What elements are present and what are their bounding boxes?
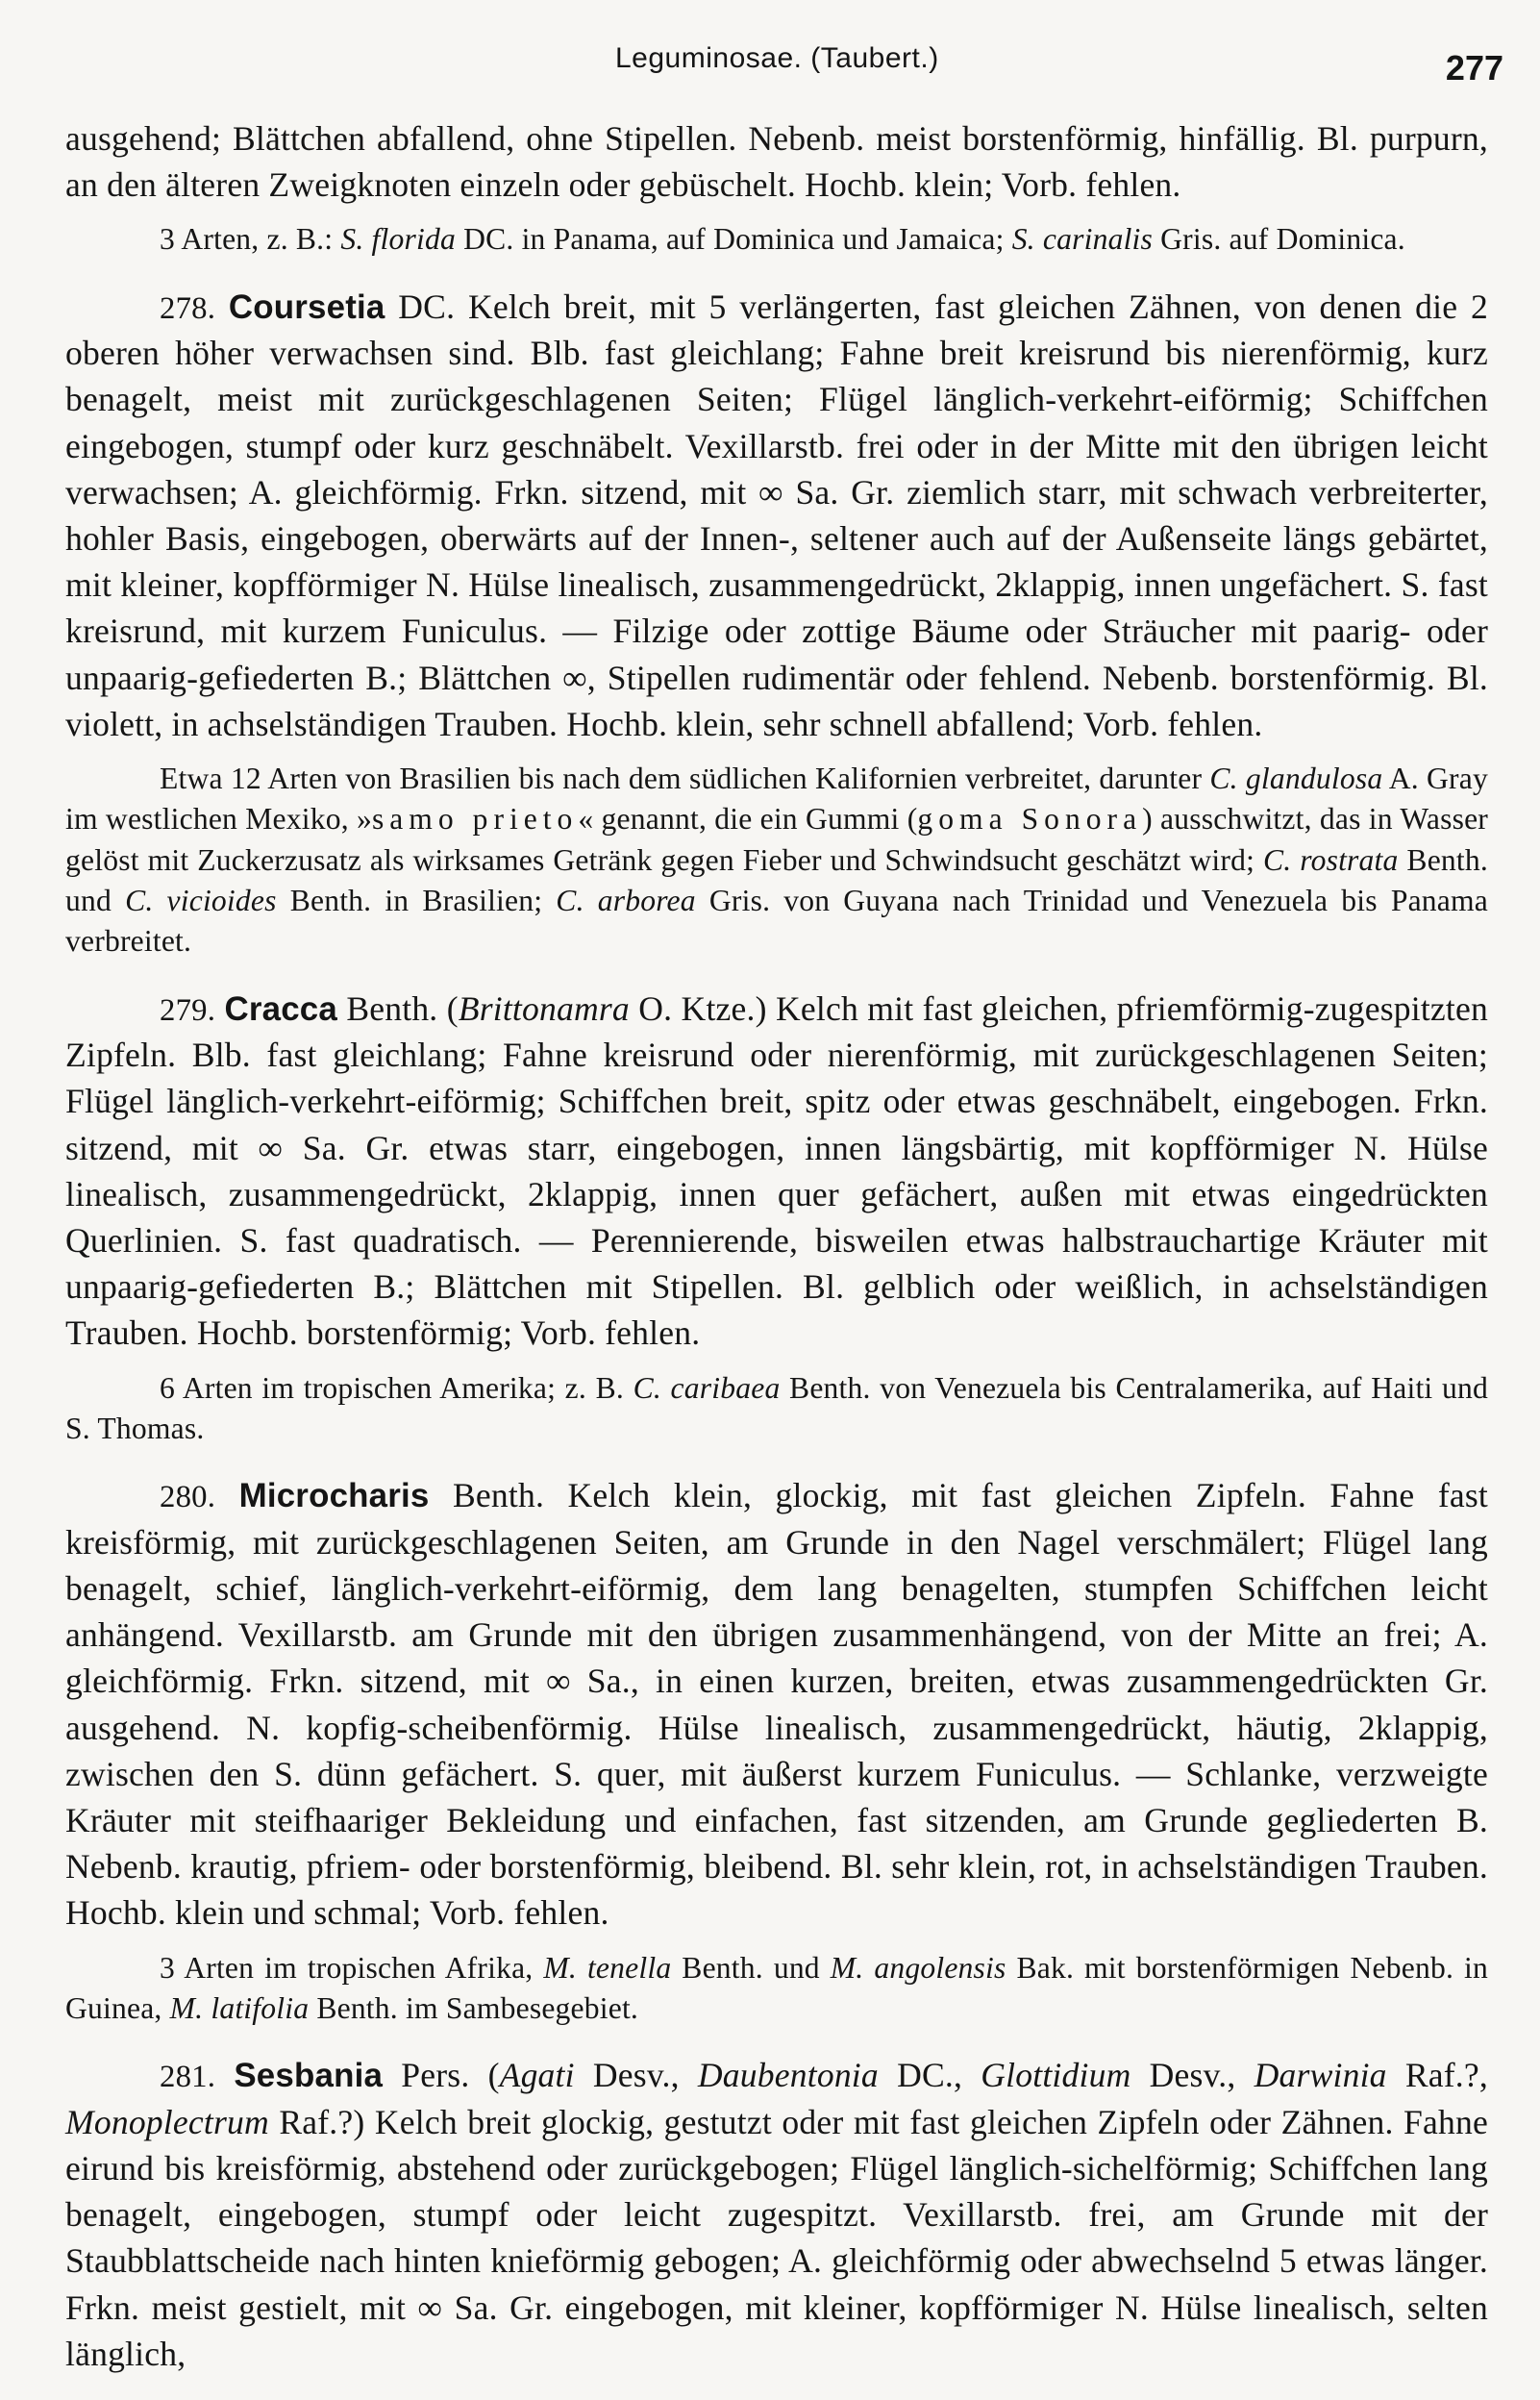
vernacular-name: goma Sonora <box>917 802 1143 837</box>
running-title: Leguminosae. (Taubert.) <box>615 42 939 74</box>
paragraph-continuation <box>65 115 1488 208</box>
entry-text: O. Ktze.) Kelch mit fast gleichen, pfriemförmig-zugespitzten Zipfeln. Blb. fast gleichlang; Fahne kreisrund oder nierenförmig, mit zurückgeschlagenen Seiten; Flügel länglich-verkehrt-eiförmig; Schiffchen breit, spitz oder etwas geschnäbelt, eingebogen. Frkn. sitzend, mit ∞ Sa. Gr. etwas starr, eingebogen, innen längsbärtig, mit kopfförmiger N. Hülse linealisch, zusammengedrückt, 2klappig, innen quer gefächert, außen mit etwas eingedrückten Querlinien. S. fast quadratisch. — Perennierende, bisweilen etwas halbstrauchartige Kräuter mit unpaarig-gefiederten B.; Blättchen mit Stipellen. Bl. gelblich oder weißlich, in achselständigen Trauben. Hochb. borstenförmig; Vorb. fehlen. <box>65 988 1488 1353</box>
entry-number: 280. <box>160 1480 216 1515</box>
species-note-sesbania-predecessor: 3 Arten, z. B.: S. florida DC. in Panama, auf Dominica und Jamaica; S. carinalis Gris. auf Dominica. <box>160 222 1405 257</box>
entry-number: 281. <box>160 2060 216 2095</box>
species-name: C. vicioides <box>125 884 277 918</box>
genus-name: Sesbania <box>234 2057 384 2095</box>
vernacular-name: samo prieto <box>371 802 579 837</box>
genus-entry-cracca: 279. Cracca Benth. (Brittonamra O. Ktze.) Kelch mit fast gleichen, pfriemförmig-zugespitzten Zipfeln. Blb. fast gleichlang; Fahne kreisrund oder nierenförmig, mit zurückgeschlagenen Seiten; Flügel länglich-verkehrt-eiförmig; Schiffchen breit, spitz oder etwas geschnäbelt, eingebogen. Frkn. sitzend, mit ∞ Sa. Gr. etwas starr, eingebogen, innen längsbärtig, mit kopfförmiger N. Hülse linealisch, zusammengedrückt, 2klappig, innen quer gefächert, außen mit etwas eingedrückten Querlinien. S. fast quadratisch. — Perennierende, bisweilen etwas halbstrauchartige Kräuter mit unpaarig-gefiederten B.; Blättchen mit Stipellen. Bl. gelblich oder weißlich, in achselständigen Trauben. Hochb. borstenförmig; Vorb. fehlen. <box>65 988 1488 1353</box>
species-note-coursetia: Etwa 12 Arten von Brasilien bis nach dem südlichen Kalifornien verbreitet, darunter C. glandulosa A. Gray im westlichen Mexiko, »samo prieto« genannt, die ein Gummi (goma Sonora) ausschwitzt, das in Wasser gelöst mit Zuckerzusatz als wirksames Getränk gegen Fieber und Schwindsucht geschätzt wird; C. rostrata Benth. und C. vicioides Benth. in Brasilien; C. arborea Gris. von Guyana nach Trinidad und Venezuela bis Panama verbreitet. <box>65 762 1489 959</box>
synonym-name: Daubentonia <box>697 2056 879 2095</box>
synonym-name: Monoplectrum <box>65 2102 269 2141</box>
page-header <box>0 40 1540 98</box>
species-name: C. rostrata <box>1262 842 1399 877</box>
species-name: M. tenella <box>543 1950 672 1985</box>
species-name: S. carinalis <box>1011 222 1154 257</box>
synonym-name: Darwinia <box>1254 2056 1387 2095</box>
species-name: C. caribaea <box>633 1370 781 1405</box>
synonym-name: Glottidium <box>981 2056 1131 2095</box>
entry-text: DC. Kelch breit, mit 5 verlängerten, fast gleichen Zähnen, von denen die 2 oberen höher verwachsen sind. Blb. fast gleichlang; Fahne breit kreisrund bis nierenförmig, kurz benagelt, meist mit zurückgeschlagenen Seiten; Flügel länglich-verkehrt-eiförmig; Schiffchen eingebogen, stumpf oder kurz geschnäbelt. Vexillarstb. frei oder in der Mitte mit den übrigen leicht verwachsen; A. gleichförmig. Frkn. sitzend, mit ∞ Sa. Gr. ziemlich starr, mit schwach verbreiterter, hohler Basis, eingebogen, oberwärts auf der Innen-, seltener auch auf der Außenseite längs gebärtet, mit kleiner, kopfförmiger N. Hülse linealisch, zusammengedrückt, 2klappig, innen ungefächert. S. fast kreisrund, mit kurzem Funiculus. — Filzige oder zottige Bäume oder Sträucher mit paarig- oder unpaarig-gefiederten B.; Blättchen ∞, Stipellen rudimentär oder fehlend. Nebenb. borstenförmig. Bl. violett, in achselständigen Trauben. Hochb. klein, sehr schnell abfallend; Vorb. fehlen. <box>65 287 1488 743</box>
entry-text: Benth. Kelch klein, glockig, mit fast gleichen Zipfeln. Fahne fast kreisförmig, mit zurückgeschlagenen Seiten, am Grunde in den Nagel verschmälert; Flügel lang benagelt, schief, länglich-verkehrt-eiförmig, dem lang benagelten, stumpfen Schiffchen leicht anhängend. Vexillarstb. am Grunde mit den übrigen zusammenhängend, von der Mitte an frei; A. gleichförmig. Frkn. sitzend, mit ∞ Sa., in einen kurzen, breiten, etwas zusammengedrückten Gr. ausgehend. N. kopfig-scheibenförmig. Hülse linealisch, zusammengedrückt, häutig, 2klappig, zwischen den S. dünn gefächert. S. quer, mit äußerst kurzem Funiculus. — Schlanke, verzweigte Kräuter mit steifhaariger Bekleidung und einfachen, fast sitzenden, am Grunde gegliederten B. Nebenb. krautig, pfriem- oder borstenförmig, bleibend. Bl. sehr klein, rot, in achselständigen Trauben. Hochb. klein und schmal; Vorb. fehlen. <box>65 1476 1488 1933</box>
synonym-name: Agati <box>499 2056 575 2095</box>
species-name: S. florida <box>340 222 456 257</box>
entry-number: 279. <box>160 992 216 1028</box>
species-name: M. angolensis <box>830 1950 1006 1985</box>
genus-entry-coursetia <box>65 284 1488 747</box>
synonym-name: Brittonamra <box>458 988 630 1028</box>
genus-entry-microcharis <box>65 1472 1488 1936</box>
species-name: C. arborea <box>556 884 696 918</box>
entry-text: Raf.?) Kelch breit glockig, gestutzt oder mit fast gleichen Zipfeln oder Zähnen. Fahne eirund bis kreisförmig, abstehend oder zurückgebogen; Flügel länglich-sichelförmig; Schiffchen lang benagelt, eingebogen, stumpf oder leicht zugespitzt. Vexillarstb. frei, am Grunde mit der Staubblattscheide nach hinten knieförmig gebogen; A. gleichförmig oder abwechselnd 5 etwas länger. Frkn. meist gestielt, mit ∞ Sa. Gr. eingebogen, mit kleiner, kopfförmiger N. Hülse linealisch, selten länglich, <box>65 2102 1488 2373</box>
species-note-microcharis: 3 Arten im tropischen Afrika, M. tenella Benth. und M. angolensis Bak. mit borstenförmigen Nebenb. in Guinea, M. latifolia Benth. im Sambesegebiet. <box>65 1950 1488 2025</box>
species-note-cracca: 6 Arten im tropischen Amerika; z. B. C. caribaea Benth. von Venezuela bis Centralamerika, auf Haiti und S. Thomas. <box>65 1370 1488 1445</box>
genus-name: Cracca <box>224 989 337 1028</box>
genus-name: Coursetia <box>228 288 385 326</box>
genus-name: Microcharis <box>238 1477 430 1515</box>
entry-number: 278. <box>160 290 216 326</box>
species-name: M. latifolia <box>169 1990 310 2025</box>
genus-entry-sesbania: 281. Sesbania Pers. (Agati Desv., Daubentonia DC., Glottidium Desv., Darwinia Raf.?, Monoplectrum Raf.?) Kelch breit glockig, gestutzt oder mit fast gleichen Zipfeln oder Zähnen. Fahne eirund bis kreisförmig, abstehend oder zurückgebogen; Flügel länglich-sichelförmig; Schiffchen lang benagelt, eingebogen, stumpf oder leicht zugespitzt. Vexillarstb. frei, am Grunde mit der Staubblattscheide nach hinten knieförmig gebogen; A. gleichförmig oder abwechselnd 5 etwas länger. Frkn. meist gestielt, mit ∞ Sa. Gr. eingebogen, mit kleiner, kopfförmiger N. Hülse linealisch, selten länglich, <box>65 2056 1488 2373</box>
page-body <box>65 115 1488 2377</box>
species-name: C. glandulosa <box>1209 762 1383 796</box>
page-number: 277 <box>1445 48 1503 88</box>
paragraph-text: ausgehend; Blättchen abfallend, ohne Stipellen. Nebenb. meist borstenförmig, hinfällig. Bl. purpurn, an den älteren Zweigknoten einzeln oder gebüschelt. Hochb. klein; Vorb. fehlen. <box>65 119 1488 205</box>
